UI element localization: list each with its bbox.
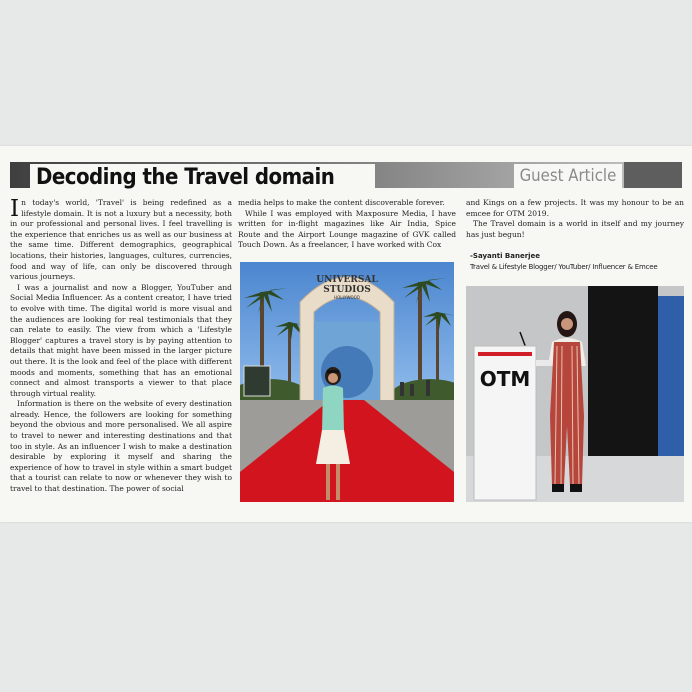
paragraph	[10, 198, 232, 283]
author-name: -Sayanti Banerjee	[470, 252, 541, 260]
author-role: Travel & Lifestyle Blogger/ YouTuber/ Influencer & Emcee	[470, 263, 658, 271]
paragraph: I was a journalist and now a Blogger, YouTuber and Social Media Influencer. As a content creator, I have tried to evolve with time. The digital world is more visual and the audiences are looking for real testimonials that they can relate to easily. The view from which a 'Lifestyle Blogger' captures a travel story is by paying attention to details that might have been missed in the larger picture out there. It is the look and feel of the place with different moods and moments, something that has an emotional connect and almost transports a viewer to that place through virtual reality.	[10, 282, 232, 398]
article-column-2	[238, 198, 456, 260]
paragraph-text: n today's world, 'Travel' is being redefined as a lifestyle domain. It is not a luxury but a necessity, both in our professional and personal lives. I feel travelling is the experience that enriches us as well as our business at the same time. Different demographics, geographical locations, their histories, languages, cultures, currencies, food and way of life, can only be discovered through various journeys.	[10, 198, 232, 282]
headline-box	[30, 164, 375, 190]
sign-text: UNIVERSAL	[316, 275, 378, 285]
paragraph: and Kings on a few projects. It was my honour to be an emcee for OTM 2019.	[466, 198, 684, 218]
paragraph: Information is there on the website of every destination already. Hence, the followers are looking for something beyond the obvious and more personalised. We all aspire to travel to newer and interesting destinations and that too in style. As an influencer I wish to make a destination desirable by exploring it myself and sharing the experience of how to travel in style within a smart budget that a tourist can relate to now or whenever they wish to travel to that destination. The power of social	[10, 399, 232, 494]
paragraph: The Travel domain is a world in itself and my journey has just begun!	[466, 219, 684, 239]
newspaper-clipping	[0, 146, 692, 522]
paragraph: media helps to make the content discoverable forever.	[238, 198, 445, 207]
section-label: Guest Article	[519, 166, 617, 186]
article-column-1	[10, 198, 232, 516]
article-column-3	[466, 198, 684, 242]
paragraph: While I was employed with Maxposure Media, I have written for in-flight magazines like Air India, Spice Route and the Airport Lounge magazine of GVK called Touch Down. As a freelancer, I have worked with Cox	[238, 208, 456, 250]
sign-text: HOLLYWOOD	[334, 295, 360, 300]
photo-universal-studios	[240, 262, 454, 502]
header-band-end	[624, 162, 682, 188]
podium-logo: OTM	[479, 367, 531, 391]
author-signature	[470, 252, 686, 271]
drop-cap: I	[10, 198, 20, 222]
sign-text: STUDIOS	[323, 285, 371, 295]
photo-otm-podium	[466, 286, 684, 502]
headline: Decoding the Travel domain	[36, 164, 335, 190]
section-label-box	[514, 164, 622, 188]
